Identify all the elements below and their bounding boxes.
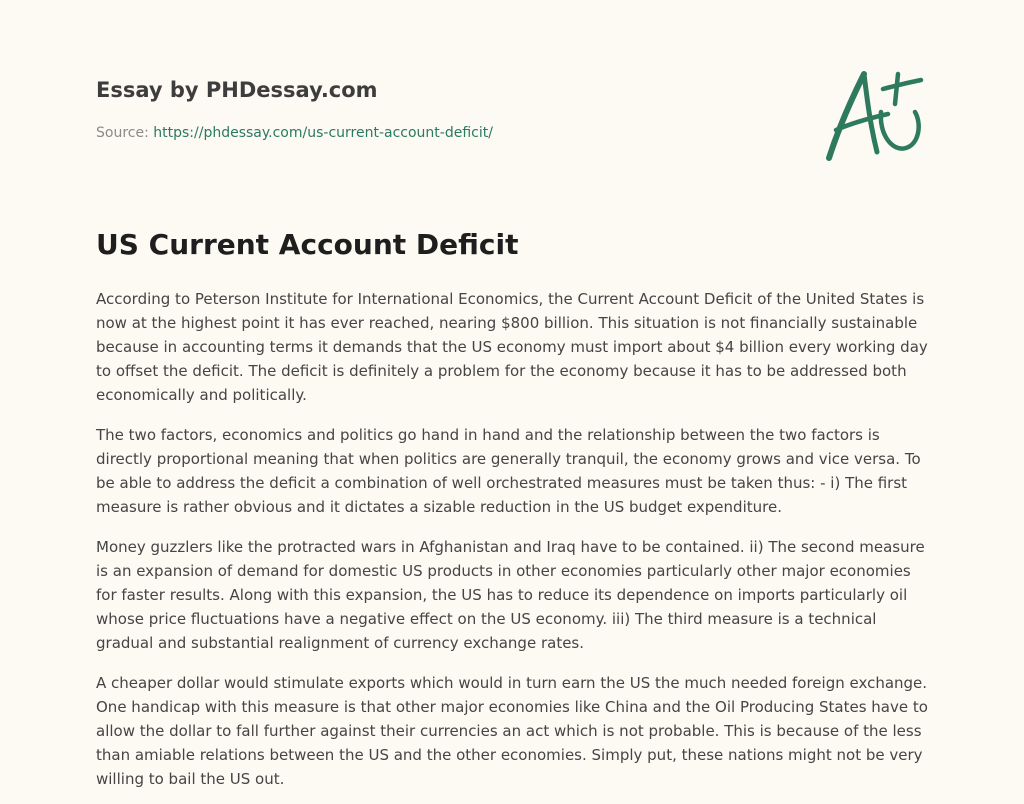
essay-header <box>96 76 796 143</box>
source-line <box>96 123 796 143</box>
essay-body <box>96 226 932 791</box>
essay-paragraph: According to Peterson Institute for International Economics, the Current Account Deficit of the United States is now at the highest point it has ever reached, nearing $800 billion. This situation is not financially sustainable because in accounting terms it demands that the US economy must import about $4 billion every working day to offset the deficit. The deficit is definitely a problem for the economy because it has to be addressed both economically and politically. <box>96 290 928 404</box>
essay-paragraph: A cheaper dollar would stimulate exports which would in turn earn the US the much needed foreign exchange. One handicap with this measure is that other major economies like China and the Oil Producing States have to allow the dollar to fall further against their currencies an act which is not probable. This is because of the less than amiable relations between the US and the other economies. Simply put, these nations might not be very willing to bail the US out. <box>96 674 928 788</box>
source-link[interactable]: https://phdessay.com/us-current-account-deficit/ <box>153 125 493 141</box>
essay-paragraph: Money guzzlers like the protracted wars in Afghanistan and Iraq have to be contained. ii) The second measure is an expansion of demand for domestic US products in other economies particularly other major economies for faster results. Along with this expansion, the US has to reduce its dependence on imports particularly oil whose price fluctuations have a negative effect on the US economy. iii) The third measure is a technical gradual and substantial realignment of currency exchange rates. <box>96 538 925 652</box>
site-brand: Essay by PHDessay.com <box>96 78 378 102</box>
essay-paragraph: The two factors, economics and politics go hand in hand and the relationship between the two factors is directly proportional meaning that when politics are generally tranquil, the economy grows and vice versa. To be able to address the deficit a combination of well orchestrated measures must be taken thus: - i) The first measure is rather obvious and it dictates a sizable reduction in the US budget expenditure. <box>96 426 921 516</box>
source-label: Source: <box>96 125 154 141</box>
a-plus-grade-icon <box>822 68 928 164</box>
essay-title: US Current Account Deficit <box>96 228 519 261</box>
